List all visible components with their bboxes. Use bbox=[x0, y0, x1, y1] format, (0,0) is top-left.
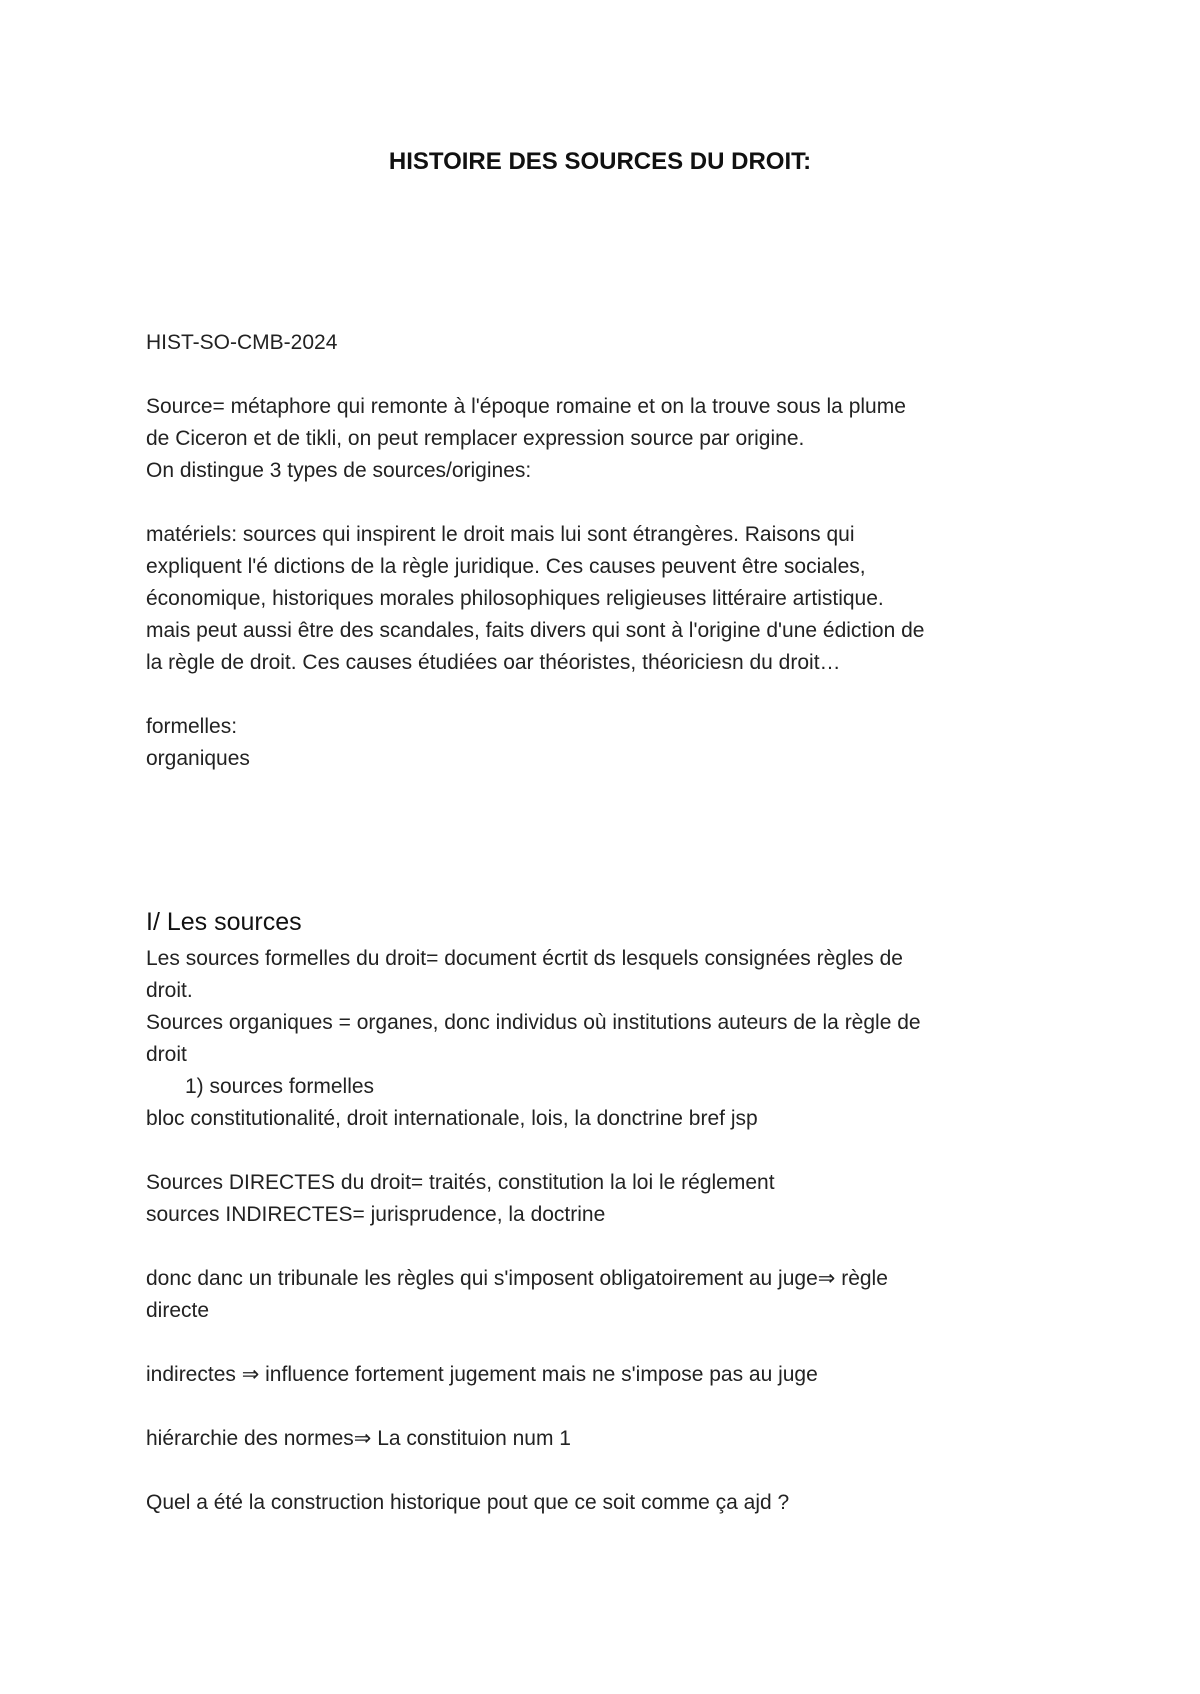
type-formelles: formelles: bbox=[146, 715, 238, 738]
section-line-1: Les sources formelles du droit= document écrtit ds lesquels consignées règles de bbox=[146, 947, 903, 970]
indirectes-line: indirectes ⇒ influence fortement jugement mais ne s'impose pas au juge bbox=[146, 1363, 818, 1386]
tribunal-line-1: donc danc un tribunale les règles qui s'imposent obligatoirement au juge⇒ règle bbox=[146, 1267, 888, 1290]
document-title: HISTOIRE DES SOURCES DU DROIT: bbox=[388, 148, 812, 175]
materiels-line-1: matériels: sources qui inspirent le droit mais lui sont étrangères. Raisons qui bbox=[146, 523, 855, 546]
question-line: Quel a été la construction historique pout que ce soit comme ça ajd ? bbox=[146, 1491, 790, 1514]
bloc-line: bloc constitutionalité, droit internationale, lois, la donctrine bref jsp bbox=[146, 1107, 758, 1130]
materiels-line-4: mais peut aussi être des scandales, faits divers qui sont à l'origine d'une édiction de bbox=[146, 619, 925, 642]
section-heading: I/ Les sources bbox=[146, 908, 302, 936]
intro-line-1: Source= métaphore qui remonte à l'époque romaine et on la trouve sous la plume bbox=[146, 395, 906, 418]
materiels-line-5: la règle de droit. Ces causes étudiées oar théoristes, théoriciesn du droit… bbox=[146, 651, 841, 674]
intro-line-2: de Ciceron et de tikli, on peut remplacer expression source par origine. bbox=[146, 427, 805, 450]
materiels-line-3: économique, historiques morales philosophiques religieuses littéraire artistique. bbox=[146, 587, 884, 610]
section-line-3: Sources organiques = organes, donc individus où institutions auteurs de la règle de bbox=[146, 1011, 921, 1034]
section-line-4: droit bbox=[146, 1043, 187, 1066]
numbered-item: 1) sources formelles bbox=[185, 1075, 375, 1098]
hierarchie-line: hiérarchie des normes⇒ La constituion num 1 bbox=[146, 1427, 571, 1450]
tribunal-line-2: directe bbox=[146, 1299, 210, 1322]
type-organiques: organiques bbox=[146, 747, 250, 770]
directes-line: Sources DIRECTES du droit= traités, constitution la loi le réglement bbox=[146, 1171, 775, 1194]
intro-line-3: On distingue 3 types de sources/origines: bbox=[146, 459, 532, 482]
materiels-line-2: expliquent l'é dictions de la règle juridique. Ces causes peuvent être sociales, bbox=[146, 555, 866, 578]
section-line-2: droit. bbox=[146, 979, 193, 1002]
indirectes-sources-line: sources INDIRECTES= jurisprudence, la doctrine bbox=[146, 1203, 606, 1226]
document-code: HIST-SO-CMB-2024 bbox=[146, 331, 338, 354]
